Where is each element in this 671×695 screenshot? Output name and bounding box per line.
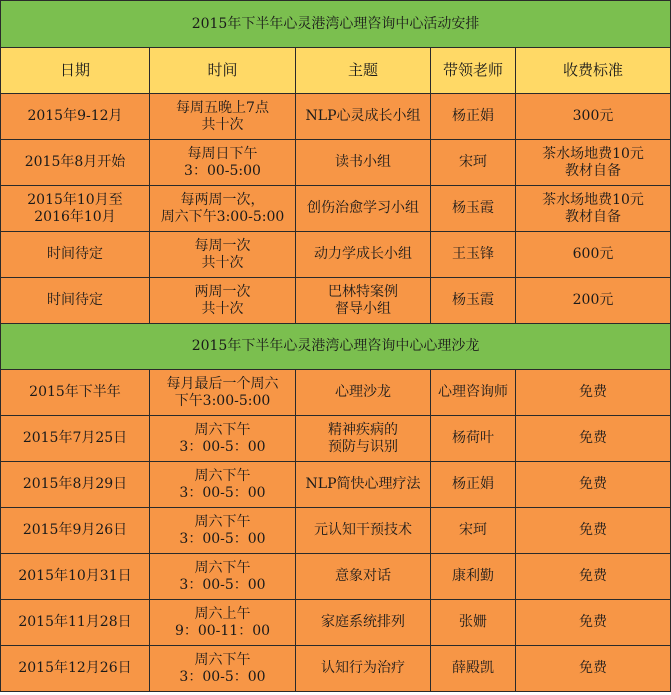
cell-line: 家庭系统排列 xyxy=(321,614,405,630)
cell-line: 薛殿凯 xyxy=(452,660,494,676)
fee-cell xyxy=(516,186,671,232)
cell-line: 两周一次 xyxy=(194,283,251,300)
cell-line: 2015年10月31日 xyxy=(18,568,132,584)
cell-line: 创伤治愈学习小组 xyxy=(307,200,419,216)
table-row xyxy=(1,508,671,554)
teacher-cell xyxy=(431,554,516,600)
date-cell xyxy=(1,508,150,554)
cell-line: 免费 xyxy=(579,614,607,630)
cell-line: 时间待定 xyxy=(47,292,103,308)
header-teacher: 带领老师 xyxy=(431,48,516,94)
cell-line: 共十次 xyxy=(201,254,244,271)
cell-line: 每周一次 xyxy=(194,237,251,254)
cell-line: 杨正娟 xyxy=(452,476,494,492)
cell-line: 张姗 xyxy=(459,614,487,630)
cell-line: 动力学成长小组 xyxy=(314,246,412,262)
cell-line: 3：00-5：00 xyxy=(179,668,266,685)
teacher-cell xyxy=(431,416,516,462)
header-row xyxy=(1,48,671,94)
topic-cell xyxy=(296,508,431,554)
teacher-cell xyxy=(431,94,516,140)
time-cell xyxy=(150,94,296,140)
teacher-cell xyxy=(431,646,516,692)
cell-line: 精神疾病的 xyxy=(328,421,398,438)
cell-line: 茶水场地费10元 xyxy=(542,145,644,162)
time-cell xyxy=(150,232,296,278)
table-row xyxy=(1,370,671,416)
section2-title: 2015年下半年心灵港湾心理咨询中心心理沙龙 xyxy=(1,324,671,370)
cell-line: 王玉锋 xyxy=(452,246,494,262)
cell-line: 2016年10月 xyxy=(34,208,116,225)
header-fee: 收费标准 xyxy=(516,48,671,94)
topic-cell xyxy=(296,94,431,140)
table-row xyxy=(1,462,671,508)
table-row xyxy=(1,646,671,692)
cell-line: 300元 xyxy=(572,108,614,124)
cell-line: 杨荷叶 xyxy=(452,430,494,446)
section1-title-row xyxy=(1,1,671,48)
time-cell xyxy=(150,508,296,554)
cell-line: 2015年下半年 xyxy=(29,384,121,400)
teacher-cell xyxy=(431,508,516,554)
header-time: 时间 xyxy=(150,48,296,94)
teacher-cell xyxy=(431,140,516,186)
cell-line: 2015年7月25日 xyxy=(22,430,128,446)
fee-cell xyxy=(516,462,671,508)
table-row xyxy=(1,94,671,140)
topic-cell xyxy=(296,140,431,186)
fee-cell xyxy=(516,508,671,554)
table-row xyxy=(1,140,671,186)
cell-line: 免费 xyxy=(579,522,607,538)
cell-line: 时间待定 xyxy=(47,246,103,262)
cell-line: 3：00-5：00 xyxy=(179,438,266,455)
cell-line: 杨玉霞 xyxy=(452,292,494,308)
date-cell xyxy=(1,278,150,324)
time-cell xyxy=(150,600,296,646)
cell-line: 周六下午 xyxy=(194,559,251,576)
fee-cell xyxy=(516,416,671,462)
header-topic: 主题 xyxy=(296,48,431,94)
cell-line: 2015年9月26日 xyxy=(22,522,128,538)
topic-cell xyxy=(296,600,431,646)
date-cell xyxy=(1,140,150,186)
cell-line: 心理沙龙 xyxy=(335,384,391,400)
cell-line: 周六下午3:00-5:00 xyxy=(160,208,285,225)
cell-line: 杨正娟 xyxy=(452,108,494,124)
cell-line: 周六下午 xyxy=(194,513,251,530)
cell-line: 3：00-5：00 xyxy=(179,484,266,501)
cell-line: 3：00-5:00 xyxy=(184,162,261,179)
cell-line: 免费 xyxy=(579,476,607,492)
cell-line: 2015年11月28日 xyxy=(18,614,132,630)
cell-line: 督导小组 xyxy=(335,300,391,317)
time-cell xyxy=(150,140,296,186)
fee-cell xyxy=(516,278,671,324)
cell-line: 2015年10月至 xyxy=(27,191,123,208)
cell-line: 周六下午 xyxy=(194,651,251,668)
time-cell xyxy=(150,554,296,600)
table-row xyxy=(1,278,671,324)
cell-line: 免费 xyxy=(579,384,607,400)
cell-line: NLP简快心理疗法 xyxy=(305,476,421,492)
table-row xyxy=(1,600,671,646)
date-cell xyxy=(1,600,150,646)
date-cell xyxy=(1,186,150,232)
cell-line: 元认知干预技术 xyxy=(314,522,412,538)
time-cell xyxy=(150,186,296,232)
teacher-cell xyxy=(431,370,516,416)
cell-line: 巴林特案例 xyxy=(328,283,398,300)
cell-line: 茶水场地费10元 xyxy=(542,191,644,208)
topic-cell xyxy=(296,646,431,692)
cell-line: 每周日下午 xyxy=(187,145,258,162)
cell-line: 免费 xyxy=(579,430,607,446)
date-cell xyxy=(1,232,150,278)
cell-line: 杨玉霞 xyxy=(452,200,494,216)
cell-line: 宋珂 xyxy=(459,154,487,170)
table-row xyxy=(1,186,671,232)
fee-cell xyxy=(516,554,671,600)
date-cell xyxy=(1,554,150,600)
header-date: 日期 xyxy=(1,48,150,94)
fee-cell xyxy=(516,94,671,140)
teacher-cell xyxy=(431,186,516,232)
cell-line: NLP心灵成长小组 xyxy=(305,108,421,124)
fee-cell xyxy=(516,232,671,278)
cell-line: 3：00-5：00 xyxy=(179,576,266,593)
cell-line: 共十次 xyxy=(201,300,244,317)
topic-cell xyxy=(296,278,431,324)
cell-line: 2015年9-12月 xyxy=(27,108,123,124)
cell-line: 3：00-5：00 xyxy=(179,530,266,547)
cell-line: 周六上午 xyxy=(194,605,251,622)
cell-line: 每月最后一个周六 xyxy=(166,375,279,392)
date-cell xyxy=(1,462,150,508)
cell-line: 教材自备 xyxy=(565,208,621,225)
cell-line: 周六下午 xyxy=(194,467,251,484)
teacher-cell xyxy=(431,232,516,278)
cell-line: 每周五晚上7点 xyxy=(176,99,269,116)
cell-line: 认知行为治疗 xyxy=(321,660,405,676)
cell-line: 600元 xyxy=(572,246,614,262)
cell-line: 每两周一次， xyxy=(180,191,265,208)
date-cell xyxy=(1,370,150,416)
cell-line: 2015年12月26日 xyxy=(18,660,132,676)
schedule-table-body xyxy=(1,1,671,692)
cell-line: 预防与识别 xyxy=(328,438,398,455)
section1-title: 2015年下半年心灵港湾心理咨询中心活动安排 xyxy=(1,1,671,48)
cell-line: 2015年8月29日 xyxy=(22,476,128,492)
topic-cell xyxy=(296,370,431,416)
date-cell xyxy=(1,94,150,140)
time-cell xyxy=(150,370,296,416)
topic-cell xyxy=(296,462,431,508)
cell-line: 免费 xyxy=(579,660,607,676)
cell-line: 康利勤 xyxy=(452,568,494,584)
time-cell xyxy=(150,278,296,324)
table-row xyxy=(1,554,671,600)
fee-cell xyxy=(516,140,671,186)
cell-line: 心理咨询师 xyxy=(438,384,508,400)
cell-line: 下午3:00-5:00 xyxy=(174,392,271,409)
topic-cell xyxy=(296,186,431,232)
topic-cell xyxy=(296,554,431,600)
date-cell xyxy=(1,646,150,692)
cell-line: 教材自备 xyxy=(565,162,621,179)
date-cell xyxy=(1,416,150,462)
fee-cell xyxy=(516,370,671,416)
time-cell xyxy=(150,416,296,462)
cell-line: 宋珂 xyxy=(459,522,487,538)
cell-line: 周六下午 xyxy=(194,421,251,438)
topic-cell xyxy=(296,232,431,278)
fee-cell xyxy=(516,646,671,692)
cell-line: 共十次 xyxy=(201,116,244,133)
teacher-cell xyxy=(431,600,516,646)
table-row xyxy=(1,232,671,278)
time-cell xyxy=(150,646,296,692)
table-row xyxy=(1,416,671,462)
cell-line: 9：00-11：00 xyxy=(174,622,271,639)
cell-line: 读书小组 xyxy=(335,154,391,170)
teacher-cell xyxy=(431,462,516,508)
fee-cell xyxy=(516,600,671,646)
cell-line: 200元 xyxy=(572,292,614,308)
topic-cell xyxy=(296,416,431,462)
cell-line: 意象对话 xyxy=(335,568,391,584)
section2-title-row xyxy=(1,324,671,370)
time-cell xyxy=(150,462,296,508)
cell-line: 2015年8月开始 xyxy=(24,154,126,170)
teacher-cell xyxy=(431,278,516,324)
cell-line: 免费 xyxy=(579,568,607,584)
